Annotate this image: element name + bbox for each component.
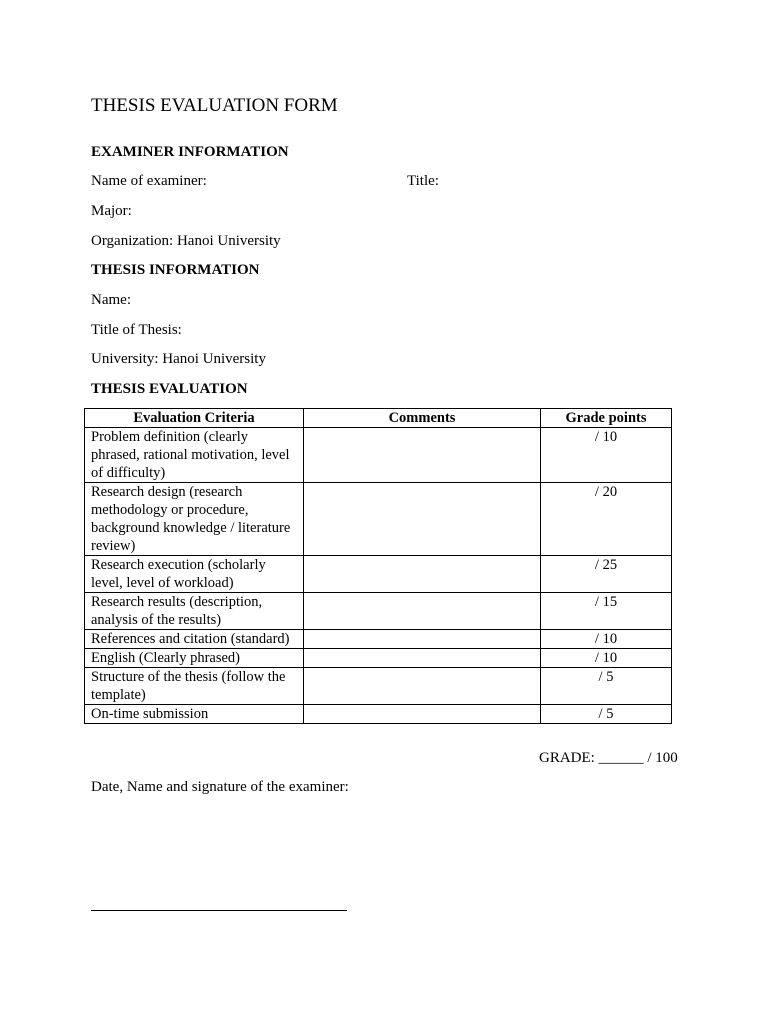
table-row <box>85 556 672 593</box>
grade-points-cell[interactable]: / 10 <box>541 649 672 668</box>
column-header-grade-points: Grade points <box>541 409 672 428</box>
table-row <box>85 705 672 724</box>
examiner-organization: Organization: Hanoi University <box>91 233 281 249</box>
examiner-title-label: Title: <box>407 173 439 189</box>
grade-points-cell[interactable]: / 10 <box>541 428 672 483</box>
criteria-cell: On-time submission <box>85 705 304 724</box>
thesis-university: University: Hanoi University <box>91 351 266 367</box>
evaluation-heading: THESIS EVALUATION <box>91 381 248 397</box>
signature-label: Date, Name and signature of the examiner: <box>91 779 349 795</box>
table-row <box>85 428 672 483</box>
comments-cell[interactable] <box>304 483 541 556</box>
comments-cell[interactable] <box>304 556 541 593</box>
comments-cell[interactable] <box>304 649 541 668</box>
grade-points-cell[interactable]: / 5 <box>541 668 672 705</box>
criteria-cell: Structure of the thesis (follow the template) <box>85 668 304 705</box>
grade-points-cell[interactable]: / 5 <box>541 705 672 724</box>
total-grade-line: GRADE: ______ / 100 <box>539 750 678 766</box>
thesis-heading: THESIS INFORMATION <box>91 262 260 278</box>
examiner-name-label: Name of examiner: <box>91 173 207 189</box>
table-row <box>85 630 672 649</box>
criteria-cell: Research design (research methodology or procedure, background knowledge / literature review) <box>85 483 304 556</box>
comments-cell[interactable] <box>304 428 541 483</box>
comments-cell[interactable] <box>304 593 541 630</box>
table-row <box>85 593 672 630</box>
criteria-cell: References and citation (standard) <box>85 630 304 649</box>
grade-points-cell[interactable]: / 20 <box>541 483 672 556</box>
table-header-row <box>85 409 672 428</box>
grade-points-cell[interactable]: / 25 <box>541 556 672 593</box>
criteria-cell: English (Clearly phrased) <box>85 649 304 668</box>
table-row <box>85 483 672 556</box>
grade-points-cell[interactable]: / 10 <box>541 630 672 649</box>
signature-line[interactable] <box>91 910 347 911</box>
examiner-major-label: Major: <box>91 203 132 219</box>
thesis-name-label: Name: <box>91 292 131 308</box>
table-row <box>85 668 672 705</box>
comments-cell[interactable] <box>304 630 541 649</box>
column-header-criteria: Evaluation Criteria <box>85 409 304 428</box>
criteria-cell: Research execution (scholarly level, level of workload) <box>85 556 304 593</box>
examiner-heading: EXAMINER INFORMATION <box>91 144 289 160</box>
table-row <box>85 649 672 668</box>
evaluation-table <box>84 408 672 724</box>
comments-cell[interactable] <box>304 705 541 724</box>
column-header-comments: Comments <box>304 409 541 428</box>
comments-cell[interactable] <box>304 668 541 705</box>
criteria-cell: Research results (description, analysis of the results) <box>85 593 304 630</box>
grade-points-cell[interactable]: / 15 <box>541 593 672 630</box>
form-title: THESIS EVALUATION FORM <box>91 95 338 116</box>
thesis-title-label: Title of Thesis: <box>91 322 182 338</box>
criteria-cell: Problem definition (clearly phrased, rational motivation, level of difficulty) <box>85 428 304 483</box>
